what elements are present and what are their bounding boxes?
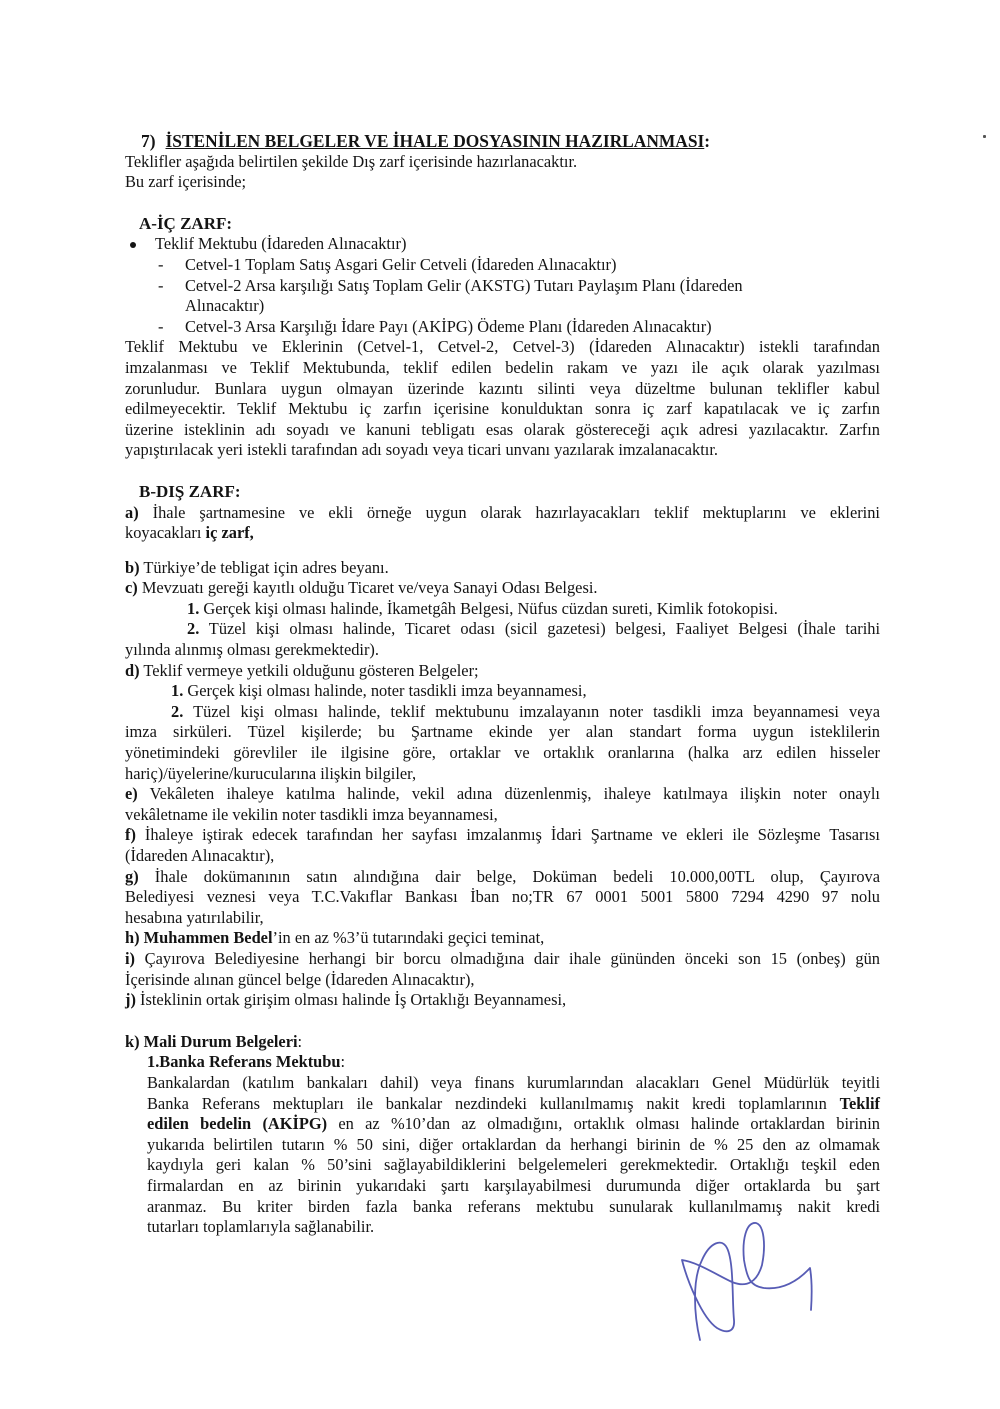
item-g-continuation: Belediyesi veznesi veya T.C.Vakıflar Bankası İban no;TR 67 0001 5001 5800 7294 4290 97 nolu <box>125 887 880 907</box>
item-e-continuation: vekâletname ile vekilin noter tasdikli imza beyannamesi, <box>125 804 498 824</box>
item-d-continuation: imza sirküleri. Tüzel kişilerde; bu Şartname ekinde yer alan standart forma uygun isteklilerin <box>125 722 880 742</box>
scan-speck <box>983 135 986 138</box>
item-d-2: 2. Tüzel kişi olması halinde, teklif mektubunu imzalayanın noter tasdikli imza beyannamesi veya <box>171 701 880 721</box>
section-title: İSTENİLEN BELGELER VE İHALE DOSYASININ HAZIRLANMASI <box>165 131 705 151</box>
item-g: g) İhale dokümanının satın alındığına dair belge, Doküman bedeli 10.000,00TL olup, Çayırova <box>125 866 880 886</box>
dis-zarf-heading: B-DIŞ ZARF: <box>139 481 241 501</box>
item-c-2: 2. Tüzel kişi olması halinde, Ticaret odası (sicil gazetesi) belgesi, Faaliyet Belgesi (İhale tarihi <box>187 619 880 639</box>
item-k-heading: k) Mali Durum Belgeleri: <box>125 1031 303 1051</box>
item-f-continuation: (İdareden Alınacaktır), <box>125 846 275 865</box>
ic-zarf-paragraph: Teklif Mektubu ve Eklerinin (Cetvel-1, Cetvel-2, Cetvel-3) (İdareden Alınacaktır) istekli tarafından imzalanması ve Teklif Mektubunda, teklif edilen bedelin rakam ve yazı ile açık olarak yazılması zorunludur. Bunlara uygun olmayan üzerinde kazıntı silinti veya düzeltme bulunan teklifler kabul edilmeyecektir. Teklif Mektubu iç zarfın içerisine konulduktan sonra iç zarf kapatılacak ve iç zarfın üzerine isteklinin adı soyadı ve kanuni tebligatı esas olarak göstereceği açık adresi yazılacaktır. Zarfın yapıştırılacak yeri istekli tarafından adı soyadı veya ticari unvanı yazılarak imzalanacaktır. <box>125 337 880 460</box>
intro-line: Bu zarf içerisinde; <box>125 172 247 192</box>
bank-reference-paragraph: Bankalardan (katılım bankaları dahil) veya finans kurumlarından alacakları Genel Müdürlük teyitli Banka Referans mektupları ile bankalar nezdindeki kullanılmamış nakit kredi toplamlarının Teklif edilen bedelin (AKİPG) en az %10’dan az olmadığını, ortaklık olması halinde ortaklardan birinin yukarıda belirtilen tutarın % 50 sini, diğer ortaklardan da herhangi birinin de % 25 den az olmamak kaydıyla geri kalan % 50’sini sağlayabildiklerini belgelemeleri gerekmektedir. Ortaklığı teşkil eden firmalardan en az birinin yukarıdaki şartı karşılayabilmesi durumunda diğer ortaklarda bu şart aranmaz. Bu kriter birden fazla banka referans mektubu sunularak kullanılmamış nakit kredi tutarları toplamlarıyla sağlanabilir. <box>147 1072 880 1237</box>
bullet-item: Teklif Mektubu (İdareden Alınacaktır) <box>125 234 880 255</box>
intro-line: Teklifler aşağıda belirtilen şekilde Dış zarf içerisinde hazırlanacaktır. <box>125 151 578 171</box>
item-c: c) Mevzuatı gereği kayıtlı olduğu Ticaret ve/veya Sanayi Odası Belgesi. <box>125 578 598 598</box>
item-h: h) Muhammen Bedel’in en az %3’ü tutarındaki geçici teminat, <box>125 928 545 948</box>
item-c-2-continuation: yılında alınmış olması gerekmektedir). <box>125 640 379 660</box>
item-f: f) İhaleye iştirak edecek tarafından her sayfası imzalanmış İdari Şartname ve ekleri ile Sözleşme Tasarısı <box>125 825 880 845</box>
item-d-continuation: yönetimindeki görevliler ile ilgisine göre, ortaklar ve ortaklık oranlarına (halka arz edilen hisseler <box>125 743 880 763</box>
dash-item-continuation: Alınacaktır) <box>185 296 265 316</box>
item-g-continuation: hesabına yatırılabilir, <box>125 907 264 927</box>
item-b: b) Türkiye’de tebligat için adres beyanı. <box>125 557 389 577</box>
signature-icon <box>672 1220 822 1350</box>
bank-reference-heading: 1.Banka Referans Mektubu: <box>147 1052 346 1072</box>
document-page <box>125 131 880 1238</box>
dash-item: - Cetvel-2 Arsa karşılığı Satış Toplam Gelir (AKSTG) Tutarı Paylaşım Planı (İdareden <box>158 275 743 295</box>
item-d-continuation: hariç)/üyelerine/kurucularına ilişkin bilgiler, <box>125 763 417 783</box>
dash-item: - Cetvel-1 Toplam Satış Asgari Gelir Cetveli (İdareden Alınacaktır) <box>158 254 617 274</box>
item-i: i) Çayırova Belediyesine herhangi bir borcu olmadığına dair ihale gününden önceki son 15 (onbeş) gün <box>125 948 880 968</box>
item-j: j) İsteklinin ortak girişim olması halinde İş Ortaklığı Beyannamesi, <box>125 990 567 1010</box>
section-heading: 7) İSTENİLEN BELGELER VE İHALE DOSYASININ HAZIRLANMASI: <box>141 131 711 151</box>
section-number: 7) <box>141 131 156 151</box>
item-a-continuation: koyacakları iç zarf, <box>125 523 254 543</box>
item-d-1: 1. Gerçek kişi olması halinde, noter tasdikli imza beyannamesi, <box>171 681 587 701</box>
ic-zarf-heading: A-İÇ ZARF: <box>139 213 233 233</box>
item-a: a) İhale şartnamesine ve ekli örneğe uygun olarak hazırlayacakları teklif mektuplarını ve eklerini <box>125 502 880 522</box>
item-c-1: 1. Gerçek kişi olması halinde, İkametgâh Belgesi, Nüfus cüzdan sureti, Kimlik fotokopisi. <box>187 598 778 618</box>
item-d: d) Teklif vermeye yetkili olduğunu gösteren Belgeler; <box>125 660 479 680</box>
item-i-continuation: İçerisinde alınan güncel belge (İdareden Alınacaktır), <box>125 969 475 989</box>
dash-item: - Cetvel-3 Arsa Karşılığı İdare Payı (AKİPG) Ödeme Planı (İdareden Alınacaktır) <box>158 316 712 336</box>
item-e: e) Vekâleten ihaleye katılma halinde, vekil adına düzenlenmiş, ihaleye katılmaya ilişkin noter onaylı <box>125 784 880 804</box>
